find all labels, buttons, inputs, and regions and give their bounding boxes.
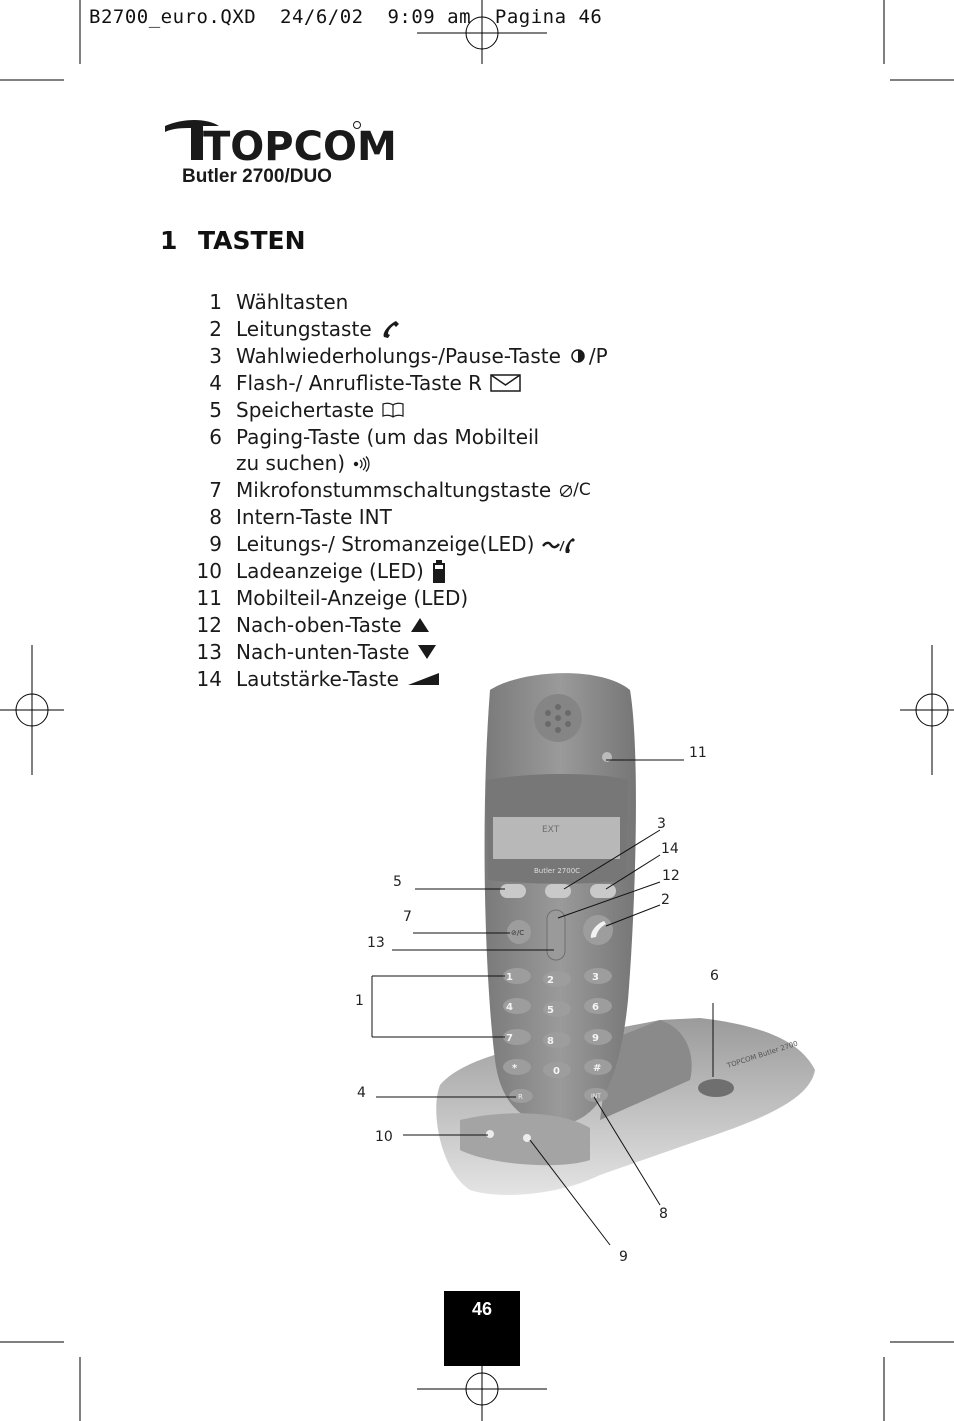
callout-12: 12 [662, 868, 680, 884]
line-led [523, 1134, 531, 1142]
print-slug: B2700_euro.QXD 24/6/02 9:09 am Pagina 46 [89, 6, 603, 28]
callout-10: 10 [375, 1129, 393, 1145]
phonebook-key [500, 884, 526, 898]
svg-text:1: 1 [506, 972, 513, 983]
list-item: 9 Leitungs-/ Stromanzeige(LED) [190, 531, 608, 558]
list-item: 5 Speichertaste [190, 397, 608, 424]
list-item: 8 Intern-Taste INT [209, 505, 392, 530]
volume-key [590, 884, 616, 898]
page-number-box [444, 1291, 520, 1366]
list-item: 2 Leitungstaste [190, 316, 608, 343]
callout-5: 5 [393, 874, 402, 890]
lcd-display [493, 817, 620, 859]
callout-13: 13 [367, 935, 385, 951]
section-number: 1 [160, 226, 178, 255]
callout-9: 9 [619, 1249, 628, 1265]
callout-11: 11 [689, 745, 707, 761]
list-item: 1 Wähltasten [209, 290, 349, 314]
svg-text:8: 8 [547, 1036, 554, 1047]
callout-6: 6 [710, 968, 719, 984]
callout-14: 14 [661, 841, 679, 857]
list-item: 7 Mikrofonstummschaltungstaste /C [209, 478, 591, 503]
svg-text:6: 6 [592, 1002, 599, 1013]
section-title: TASTEN [198, 226, 306, 255]
list-item: 6 Paging-Taste (um das Mobilteil zu suchen) [209, 424, 540, 476]
svg-text:#: # [593, 1063, 602, 1074]
list-item: 13 Nach-unten-Taste [190, 639, 608, 666]
handset-model-label: Butler 2700C [534, 867, 581, 875]
callout-3: 3 [657, 816, 666, 832]
svg-text:⊘/C: ⊘/C [511, 929, 525, 937]
svg-text:7: 7 [506, 1033, 513, 1044]
svg-text:4: 4 [506, 1002, 513, 1013]
svg-text:INT: INT [591, 1093, 601, 1100]
page-number: 46 [471, 1299, 493, 1319]
svg-text:3: 3 [592, 972, 599, 983]
lcd-text: EXT [542, 825, 560, 835]
list-item: 3 Wahlwiederholungs-/Pause-Taste /P [209, 343, 608, 368]
callout-7: 7 [403, 909, 412, 925]
list-item: 12 Nach-oben-Taste [190, 612, 608, 639]
svg-text:2: 2 [547, 975, 554, 986]
svg-text:5: 5 [547, 1005, 554, 1016]
logo-wordmark: TOPCOM [203, 124, 397, 170]
list-item: 4 Flash-/ Anrufliste-Taste R [190, 370, 608, 397]
callout-2: 2 [661, 892, 670, 908]
svg-text:*: * [512, 1063, 518, 1074]
base-label: TOPCOM Butler 2700 [726, 1039, 799, 1070]
redial-key [545, 884, 571, 898]
svg-text:9: 9 [592, 1033, 599, 1044]
charge-led [486, 1130, 494, 1138]
callout-1: 1 [355, 993, 364, 1009]
list-item: 14 Lautstärke-Taste [190, 666, 608, 693]
callout-4: 4 [357, 1085, 366, 1101]
callout-8: 8 [659, 1206, 668, 1222]
model-name: Butler 2700/DUO [182, 166, 332, 187]
nav-key [547, 910, 565, 960]
list-item: 11 Mobilteil-Anzeige (LED) [196, 585, 469, 610]
svg-text:R: R [518, 1093, 523, 1101]
svg-text:0: 0 [553, 1066, 560, 1077]
paging-button [698, 1079, 734, 1097]
list-item: 10 Ladeanzeige (LED) [190, 558, 608, 585]
